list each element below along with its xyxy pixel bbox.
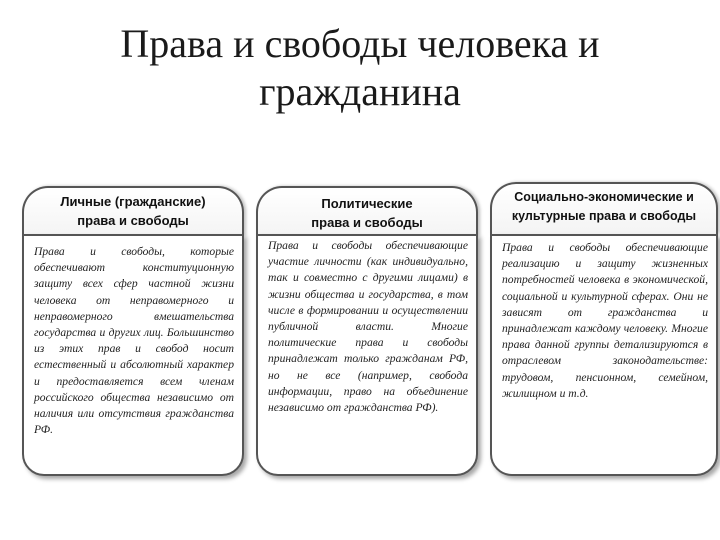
column-personal-rights [22, 186, 244, 476]
column-personal-rights-heading-line-2: права и свободы [77, 213, 189, 228]
column-political-rights-body [256, 234, 478, 476]
column-personal-rights-heading-line-1: Личные (гражданские) [60, 194, 206, 209]
column-political-rights [256, 186, 478, 476]
page-title [60, 20, 660, 116]
column-political-rights-text: Права и свободы обеспечивающие участие личности (как индивидуально, так и совместно с другими лицами) в жизни общества и государства, в том числе в формировании и осуществлении публичной власти. Многие политические права и свободы принадлежат только гражданам РФ, но не все (например, свобода информации, право на объединение независимо от гражданства РФ). [268, 239, 468, 415]
column-socio-economic-rights-body [490, 234, 718, 476]
column-political-rights-heading-line-1: Политические [321, 196, 413, 211]
column-personal-rights-text: Права и свободы, которые обеспечивают конституционную защиту всех сфер частной жизни человека от неправомерного и неправомерного вмешательства государства и других лиц. Большинство из этих прав и свобод носит естественный и абсолютный характер и предоставляется всем членам российского общества независимо от наличия или отсутствия гражданства РФ. [34, 245, 234, 437]
page-title-line-1: Права и свободы человека и [120, 21, 600, 66]
page-title-line-2: гражданина [259, 69, 461, 114]
column-socio-economic-rights-heading-line-2: культурные права и свободы [511, 209, 697, 223]
column-personal-rights-body [22, 234, 244, 476]
column-personal-rights-heading [22, 186, 244, 236]
column-socio-economic-rights [490, 182, 718, 476]
column-socio-economic-rights-text: Права и свободы обеспечивающие реализацию и защиту жизненных потребностей человека в экономической, социальной и культурной сферах. Они не зависят от гражданства и принадлежат каждому человеку. Многие права данной группы детализируются в отраслевом законодательстве: трудовом, пенсионном, семейном, жилищном и т.д. [502, 241, 708, 400]
column-political-rights-heading-line-2: права и свободы [311, 215, 423, 230]
column-socio-economic-rights-heading [490, 182, 718, 234]
column-political-rights-heading [256, 186, 478, 236]
column-socio-economic-rights-heading-line-1: Социально-экономические и [514, 190, 694, 204]
